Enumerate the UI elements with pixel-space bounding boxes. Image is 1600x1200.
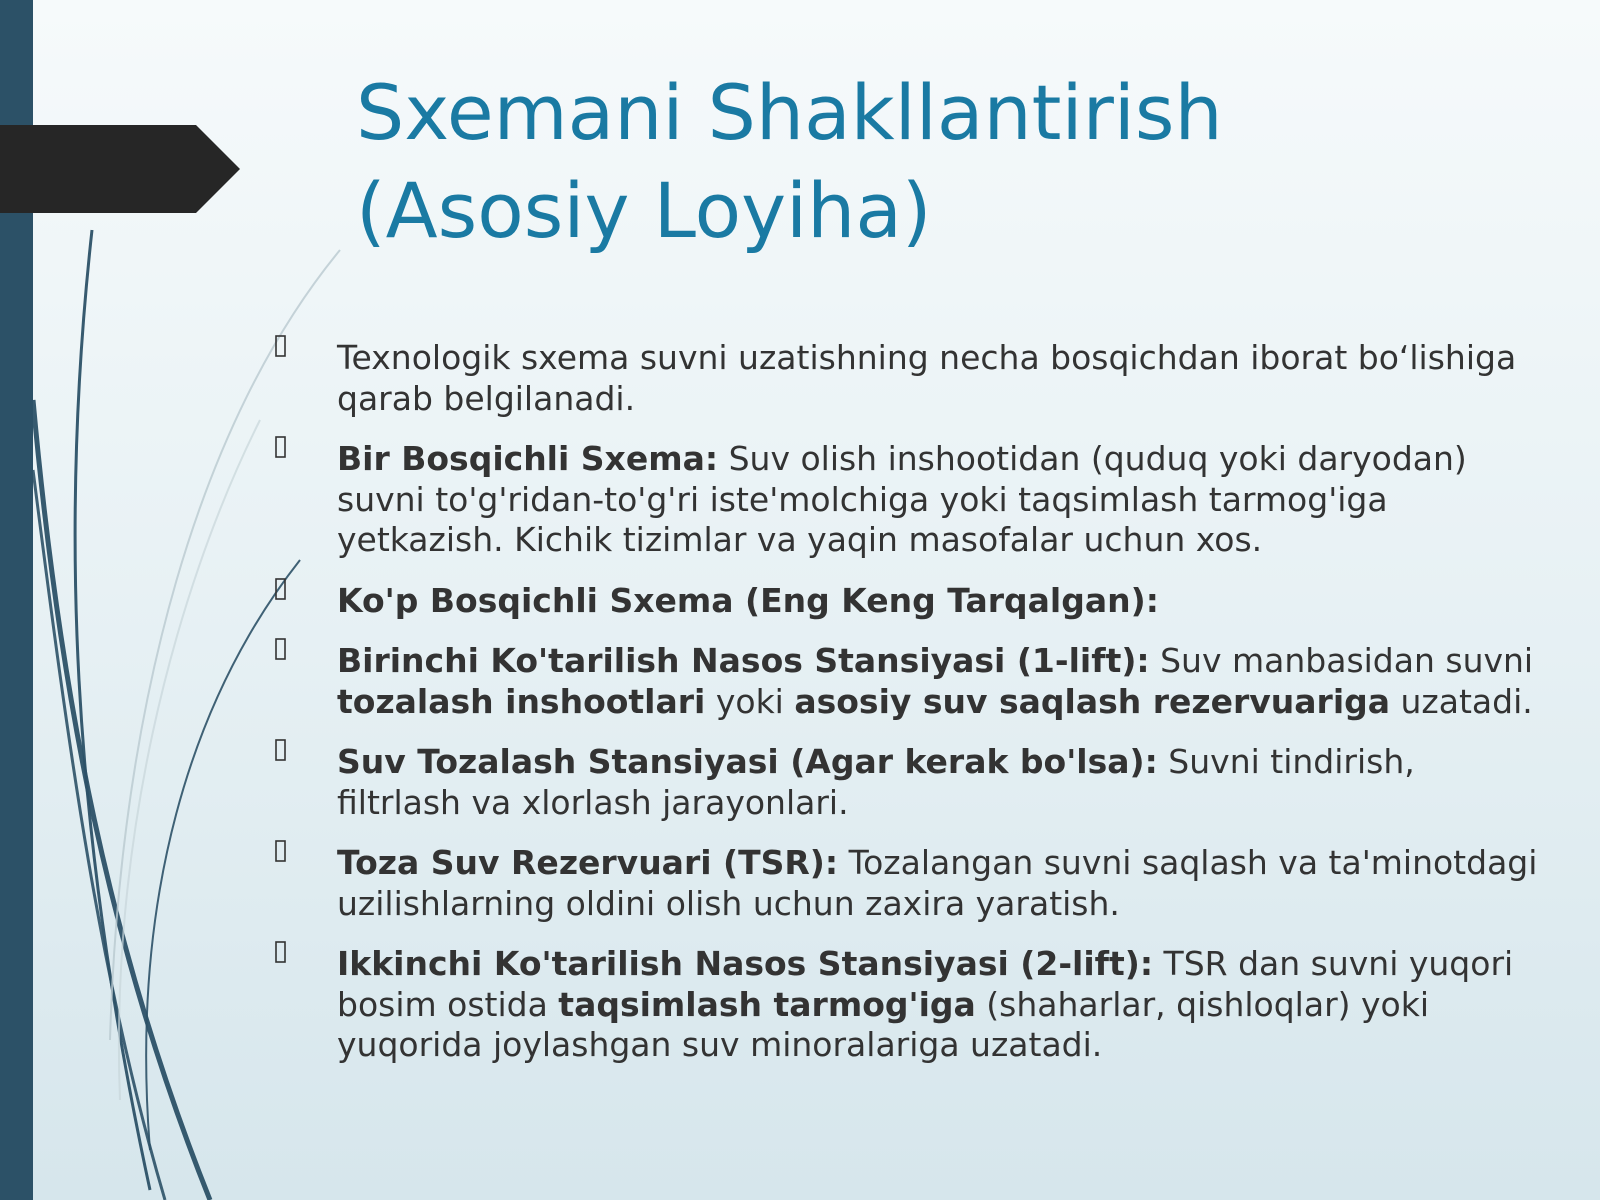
square-bullet-icon — [274, 435, 288, 459]
bullet-bold-text: Suv Tozalash Stansiyasi (Agar kerak bo'lsa): — [337, 742, 1158, 781]
square-bullet-icon — [274, 738, 288, 762]
bullet-text: (shaharlar, qishloqlar) yoki yuqorida joylashgan suv minoralariga uzatadi. — [337, 984, 1429, 1064]
title-arrow-tab — [0, 125, 240, 213]
title-line-1: Sxemani Shakllantirish — [356, 68, 1223, 157]
bullet-text: Texnologik sxema suvni uzatishning necha bosqichdan iborat bo‘lishiga qarab belgilanadi. — [337, 338, 1517, 418]
square-bullet-icon — [274, 577, 288, 601]
bullet-item — [272, 742, 1542, 823]
bullet-text: TSR dan suvni yuqori bosim ostida — [337, 944, 1514, 1024]
bullet-item — [272, 581, 1542, 622]
bullet-item — [272, 439, 1542, 561]
square-bullet-icon — [274, 334, 288, 358]
bullet-text: Tozalangan suvni saqlash va ta'minotdagi uzilishlarning oldini olish uchun zaxira yaratish. — [337, 843, 1538, 923]
bullet-text: Suv manbasidan suvni — [1149, 641, 1534, 680]
bullet-item — [272, 944, 1542, 1066]
bullet-bold-text: Birinchi Ko'tarilish Nasos Stansiyasi (1-lift): — [337, 641, 1150, 680]
bullet-bold-text: Toza Suv Rezervuari (TSR): — [337, 843, 839, 882]
bullet-bold-text: Ko'p Bosqichli Sxema (Eng Keng Tarqalgan): — [337, 580, 1159, 620]
square-bullet-icon — [274, 940, 288, 964]
bullet-list — [272, 338, 1542, 1086]
slide-title — [356, 64, 1456, 260]
bullet-bold-text: taqsimlash tarmog'iga — [558, 984, 976, 1024]
bullet-item — [272, 843, 1542, 924]
bullet-item — [272, 641, 1542, 722]
bullet-bold-text: asosiy suv saqlash rezervuariga — [794, 681, 1391, 721]
square-bullet-icon — [274, 839, 288, 863]
bullet-bold-text: Ikkinchi Ko'tarilish Nasos Stansiyasi (2-lift): — [337, 944, 1154, 983]
bullet-text: Suvni tindirish, filtrlash va xlorlash jarayonlari. — [337, 742, 1415, 822]
title-line-2: (Asosiy Loyiha) — [356, 166, 932, 255]
bullet-text: yoki — [705, 681, 795, 721]
bullet-bold-text: Bir Bosqichli Sxema: — [337, 439, 719, 478]
bullet-item — [272, 338, 1542, 419]
square-bullet-icon — [274, 637, 288, 661]
bullet-text: Suv olish inshootidan (quduq yoki daryodan) suvni to'g'ridan-to'g'ri iste'molchiga yoki taqsimlash tarmog'iga yetkazish. Kichik tizimlar va yaqin masofalar uchun xos. — [337, 439, 1467, 559]
bullet-bold-text: tozalash inshootlari — [337, 681, 706, 721]
bullet-text: uzatadi. — [1390, 681, 1533, 721]
